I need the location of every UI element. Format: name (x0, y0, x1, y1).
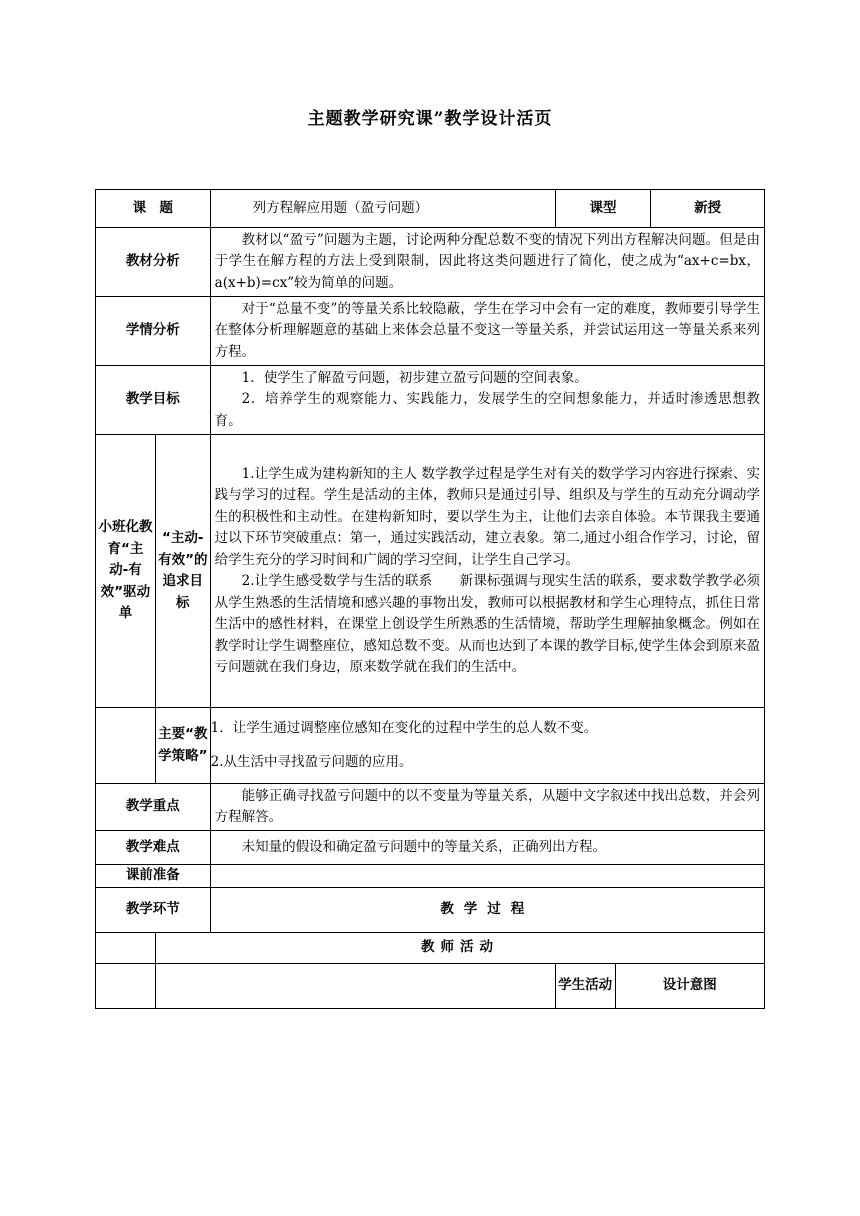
student-activity-label: 学生活动 (555, 963, 615, 1008)
strategy-cell (210, 708, 764, 784)
goal-item-2: 2．培养学生的观察能力、实践能力，发展学生的空间想象能力，并适时渗透思想教育。 (214, 391, 760, 429)
row-material-analysis (96, 228, 765, 297)
row-strategy (96, 708, 765, 784)
difficulties-label: 教学难点 (96, 831, 211, 865)
preparation-label: 课前准备 (96, 865, 211, 888)
lesson-plan-table (95, 189, 765, 1009)
row-activity-columns (96, 963, 765, 1008)
row-course (96, 190, 765, 228)
goals-label: 教学目标 (96, 366, 211, 435)
row-goals (96, 366, 765, 435)
goal-item-1: 1．使学生了解盈亏问题，初步建立盈亏问题的空间表象。 (241, 369, 588, 386)
teacher-blank-cell (96, 932, 156, 963)
teacher-blank-content (155, 963, 555, 1008)
small-class-cell (210, 435, 764, 708)
strategy-item-2: 2.从生活中寻找盈亏问题的应用。 (210, 753, 413, 770)
stage-label: 教学环节 (96, 887, 211, 932)
small-class-sub-label: “主动-有效”的追求目标 (155, 435, 210, 708)
course-type-value: 新授 (651, 190, 765, 228)
row-key-points (96, 784, 765, 831)
preparation-text (210, 865, 764, 888)
small-class-label: 小班化教育“主动-有效”驱动单 (96, 435, 156, 708)
difficulties-text: 未知量的假设和确定盈亏问题中的等量关系，正确列出方程。 (210, 831, 764, 865)
row-teacher-activity (96, 932, 765, 963)
stage-blank-cell (96, 963, 156, 1008)
page-title: 主题教学研究课”教学设计活页 (307, 109, 553, 129)
row-difficulties (96, 831, 765, 865)
key-points-label: 教学重点 (96, 784, 211, 831)
row-preparation (96, 865, 765, 888)
course-label: 课 题 (96, 190, 211, 228)
student-analysis-text: 对于“总量不变”的等量关系比较隐蔽，学生在学习中会有一定的难度，教师要引导学生在整体分析理解题意的基础上来体会总量不变这一等量关系，并尝试运用这一等量关系来列方程。 (210, 297, 764, 366)
row-small-class (96, 435, 765, 708)
goals-cell (210, 366, 764, 435)
material-analysis-label: 教材分析 (96, 228, 211, 297)
process-label: 教学过程 (210, 887, 764, 932)
key-points-text: 能够正确寻找盈亏问题中的以不变量为等量关系，从题中文字叙述中找出总数，并会列方程解答。 (210, 784, 764, 831)
course-type-label: 课型 (555, 190, 651, 228)
row-process-header (96, 887, 765, 932)
material-analysis-text: 教材以“盈亏”问题为主题，讨论两种分配总数不变的情况下列出方程解决问题。但是由于学生在解方程的方法上受到限制，因此将这类问题进行了简化，使之成为“ax+c=bx，a(x+b)=cx”较为简单的问题。 (210, 228, 764, 297)
strategy-item-1: 1．让学生通过调整座位感知在变化的过程中学生的总人数不变。 (210, 720, 598, 736)
teacher-activity-label: 教师活动 (155, 932, 764, 963)
small-class-paragraph-1: 1.让学生成为建构新知的主人 数学教学过程是学生对有关的数学学习内容进行探索、实践与学习的过程。学生是活动的主体，教师只是通过引导、组织及与学生的互动充分调动学生的积极性和主动性。在建构新知时，要以学生为主，让他们去亲自体验。本节课我主要通过以下环节突破重点：第一，通过实践活动，建立表象。第二,通过小组合作学习，讨论，留给学生充分的学习时间和广阔的学习空间，让学生自己学习。 (214, 465, 760, 568)
row-student-analysis (96, 297, 765, 366)
strategy-label: 主要“教学策略” (155, 708, 210, 784)
student-analysis-label: 学情分析 (96, 297, 211, 366)
design-intent-label: 设计意图 (615, 963, 764, 1008)
course-value: 列方程解应用题（盈亏问题） (210, 190, 555, 228)
small-class-paragraph-2: 2.让学生感受数学与生活的联系 新课标强调与现实生活的联系，要求数学教学必须从学生熟悉的生活情境和感兴趣的事物出发，教师可以根据教材和学生心理特点，抓住日常生活中的感性材料，在课堂上创设学生所熟悉的生活情境，帮助学生理解抽象概念。例如在教学时让学生调整座位，感知总数不变。从而也达到了本课的教学目标,使学生体会到原来盈亏问题就在我们身边，原来数学就在我们的生活中。 (214, 573, 760, 675)
strategy-blank-cell (96, 708, 156, 784)
